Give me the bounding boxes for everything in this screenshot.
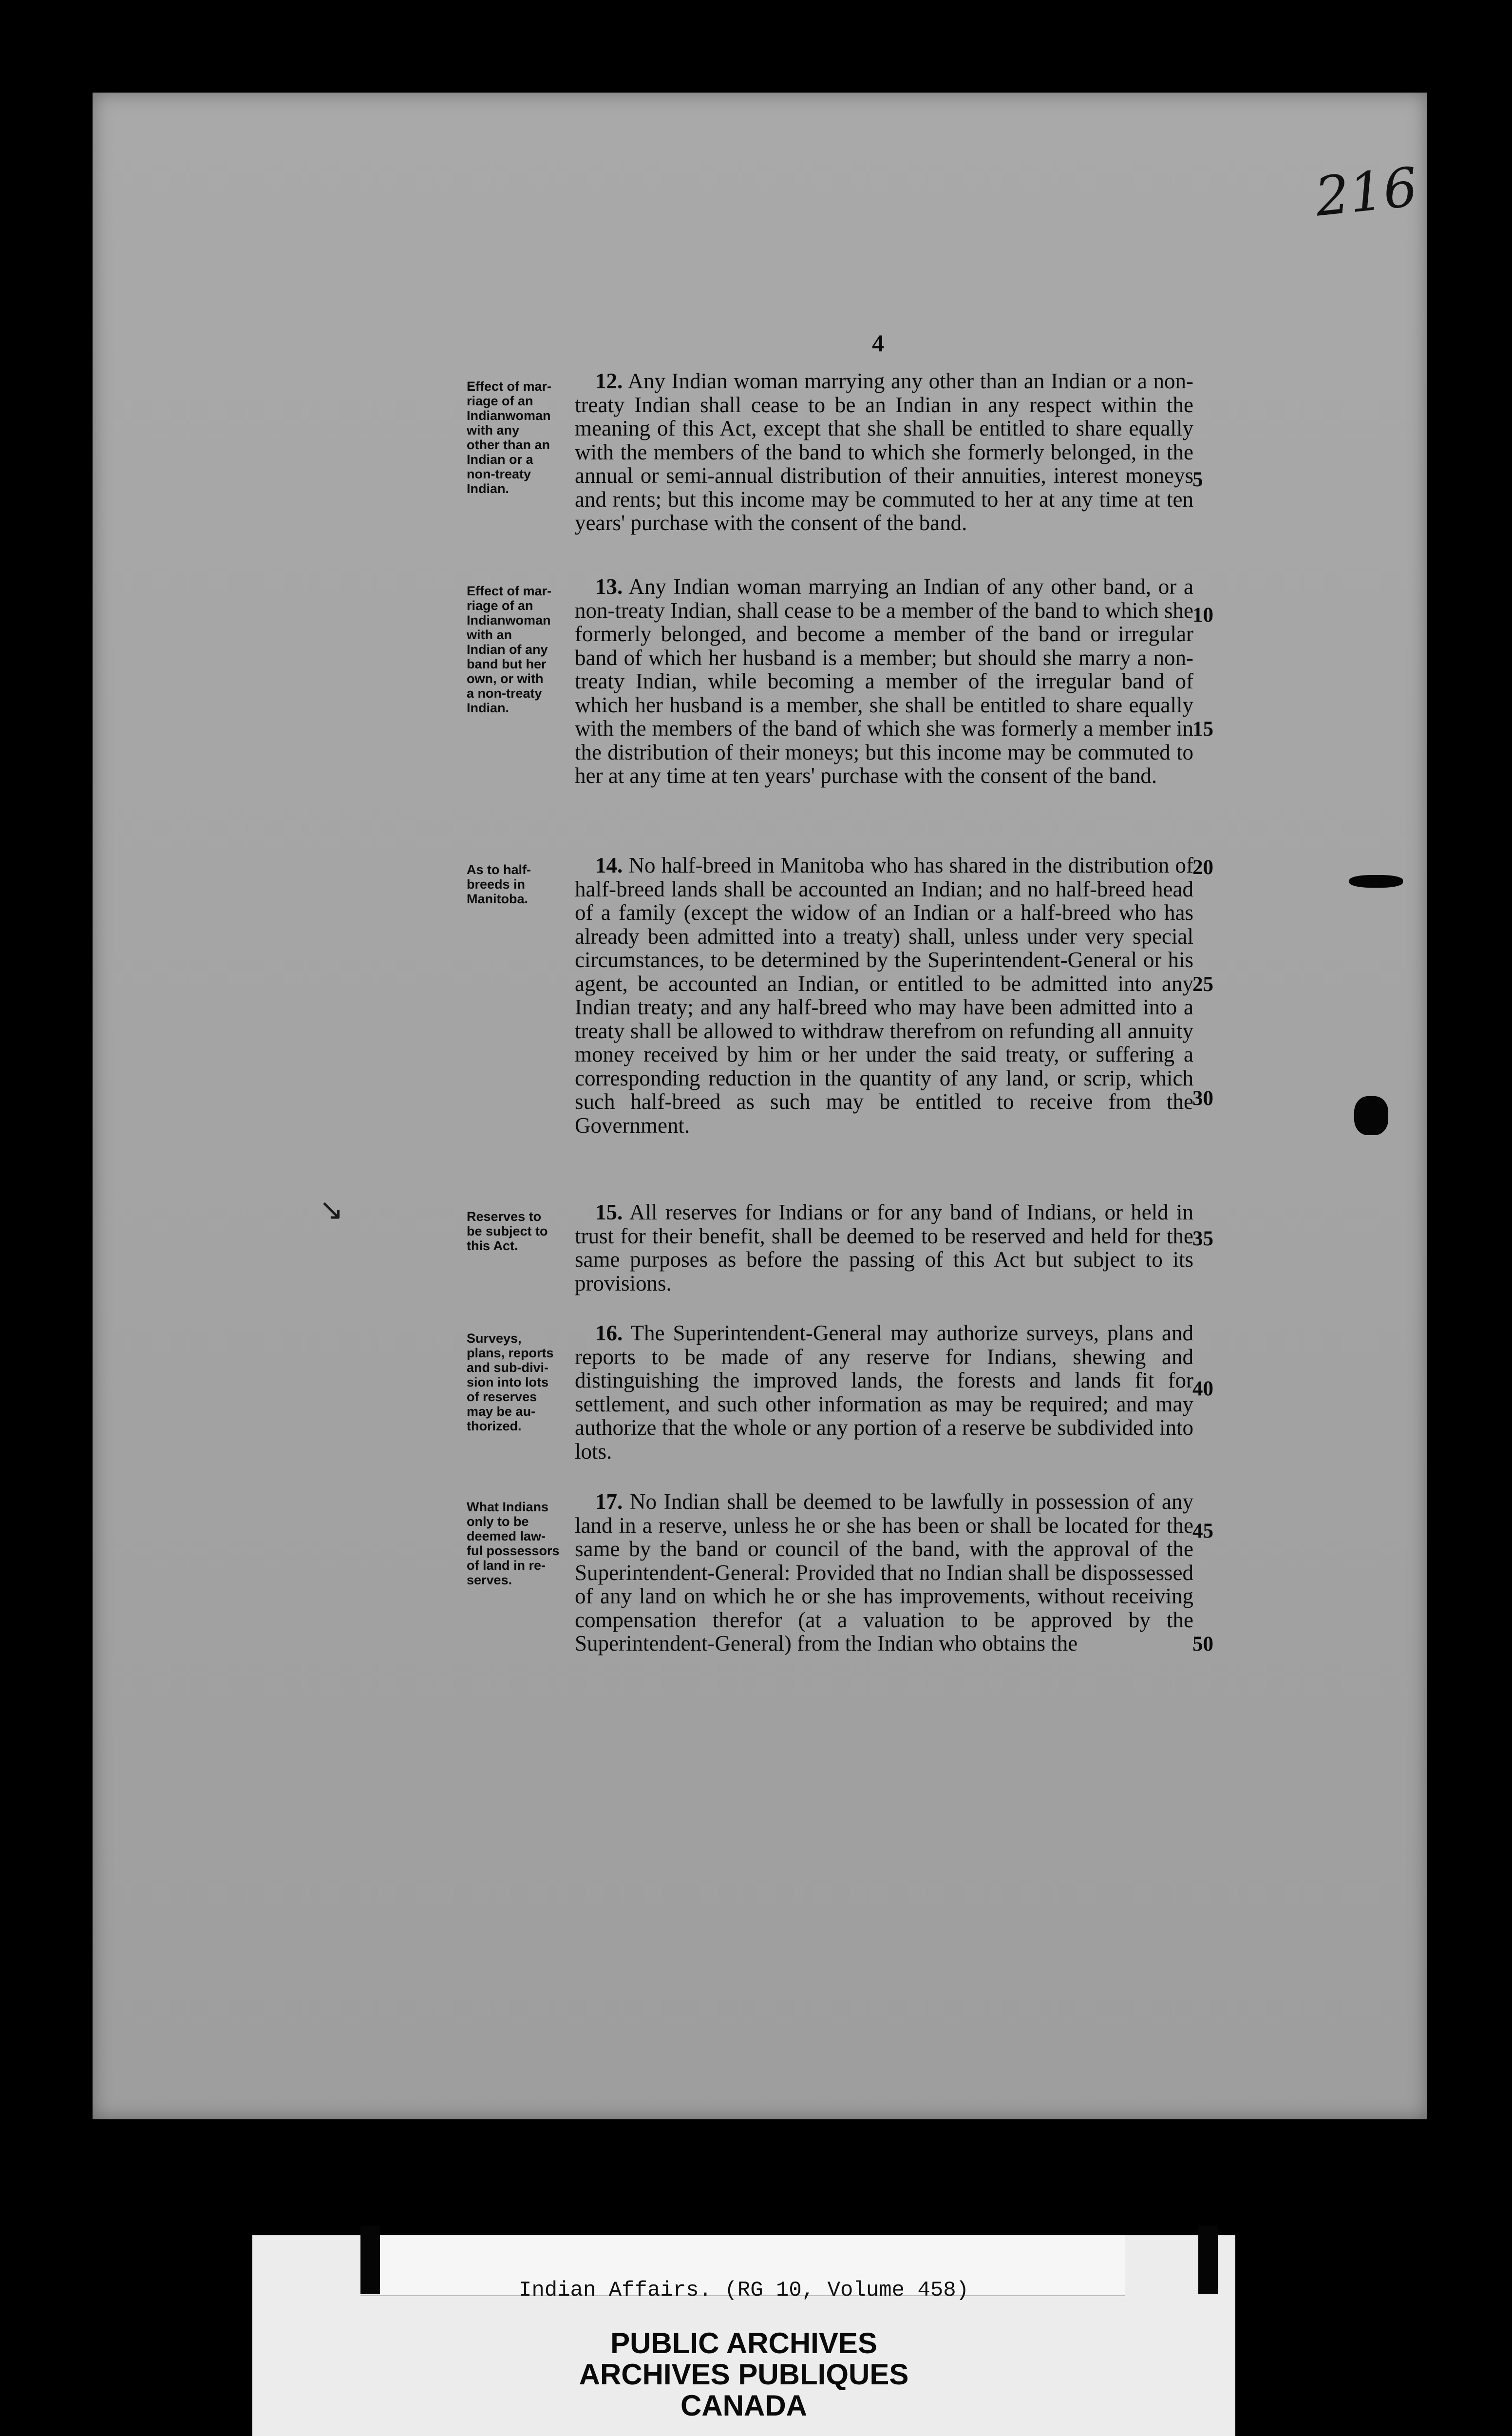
- section-number: 14.: [595, 853, 623, 877]
- page-number: 4: [872, 329, 884, 357]
- margin-note: Surveys, plans, reports and sub-divi- sion into lots of reserves may be au- thorized.: [467, 1331, 554, 1433]
- line-number: 50: [1192, 1633, 1213, 1656]
- margin-note: As to half- breeds in Manitoba.: [467, 862, 531, 906]
- scan-mark: [1354, 1096, 1388, 1135]
- line-number: 25: [1192, 973, 1213, 996]
- margin-note: Reserves to be subject to this Act.: [467, 1209, 548, 1253]
- section-text: [575, 369, 1193, 535]
- section-body: Any Indian woman marrying an Indian of any other band, or a non-treaty Indian, shall cease to be a member of the band to which she formerly belonged, and become a member of the band or irregular band of which her husband is a member; but should she marry a non-treaty Indian, while becoming a member of the irregular band of which her husband is a member, she shall be entitled to share equally with the members of the band of which she was formerly a member in the distribution of their moneys; but this income may be commuted to her at any time at ten years' purchase with the consent of the band.: [575, 574, 1193, 788]
- section-number: 13.: [595, 574, 623, 599]
- line-number: 30: [1192, 1087, 1213, 1110]
- section-text: [575, 1490, 1193, 1656]
- section-number: 16.: [595, 1321, 623, 1345]
- archives-country: CANADA: [680, 2389, 807, 2422]
- line-number: 20: [1192, 856, 1213, 879]
- section-body: All reserves for Indians or for any band of Indians, or held in trust for their benefit, shall be deemed to be reserved and held for the same purposes as before the passing of this Act but subject to its provisions.: [575, 1200, 1193, 1295]
- line-number: 15: [1192, 718, 1213, 741]
- section-number: 12.: [595, 369, 623, 393]
- line-number: 45: [1192, 1520, 1213, 1542]
- section-text: [575, 1200, 1193, 1295]
- margin-note: What Indians only to be deemed law- ful possessors of land in re- serves.: [467, 1500, 560, 1587]
- archive-reference: Indian Affairs. (RG 10, Volume 458): [518, 2278, 969, 2303]
- section-text: [575, 854, 1193, 1137]
- section-body: No Indian shall be deemed to be lawfully in possession of any land in a reserve, unless he or she has been or shall be located for the same by the band or council of the band, with the approval of the Superintendent-General: Provided that no Indian shall be dispossessed of any land on which he or she has improvements, without receiving compensation therefor (at a valuation to be approved by the Superintendent-General) from the Indian who obtains the: [575, 1489, 1193, 1656]
- scan-mark: [1349, 875, 1403, 888]
- section-number: 15.: [595, 1200, 623, 1224]
- section-body: Any Indian woman marrying any other than an Indian or a non-treaty Indian shall cease to be an Indian in any respect within the meaning of this Act, except that she shall be entitled to share equally with the members of the band to which she formerly belonged, in the annual or semi-annual distribution of their annuities, interest moneys and rents; but this income may be commuted to her at any time at ten years' purchase with the consent of the band.: [575, 369, 1193, 535]
- margin-note: Effect of mar- riage of an Indianwoman with an Indian of any band but her own, or with a non-treaty Indian.: [467, 584, 552, 715]
- pencil-mark: ↘: [319, 1193, 344, 1227]
- margin-note: Effect of mar- riage of an Indianwoman with any other than an Indian or a non-treaty Indian.: [467, 379, 552, 496]
- archives-french: ARCHIVES PUBLIQUES: [579, 2358, 909, 2391]
- section-body: The Superintendent-General may authorize surveys, plans and reports to be made of any reserve for Indians, shewing and distinguishing the improved lands, the forests and lands fit for settlement, and such other information as may be required; and may authorize that the whole or any portion of a reserve be subdivided into lots.: [575, 1321, 1193, 1464]
- section-text: [575, 1321, 1193, 1463]
- line-number: 5: [1192, 468, 1203, 491]
- folio-number: 216: [1312, 155, 1421, 228]
- line-number: 10: [1192, 604, 1213, 627]
- archives-english: PUBLIC ARCHIVES: [610, 2327, 877, 2360]
- section-number: 17.: [595, 1489, 623, 1514]
- line-number: 35: [1192, 1227, 1213, 1250]
- line-number: 40: [1192, 1377, 1213, 1400]
- section-text: [575, 575, 1193, 788]
- section-body: No half-breed in Manitoba who has shared in the distribution of half-breed lands shall be accounted an Indian; and no half-breed head of a family (except the widow of an Indian or a half-breed who has already been admitted into a treaty) shall, unless under very special circumstances, to be determined by the Superintendent-General or his agent, be accounted an Indian, or entitled to be admitted into any Indian treaty; and any half-breed who may have been admitted into a treaty shall be allowed to withdraw therefrom on refunding all annuity money received by him or her under the said treaty, or suffering a corresponding reduction in the quantity of any land, or scrip, which such half-breed as such may be entitled to receive from the Government.: [575, 853, 1193, 1138]
- archive-label: [252, 2235, 1235, 2436]
